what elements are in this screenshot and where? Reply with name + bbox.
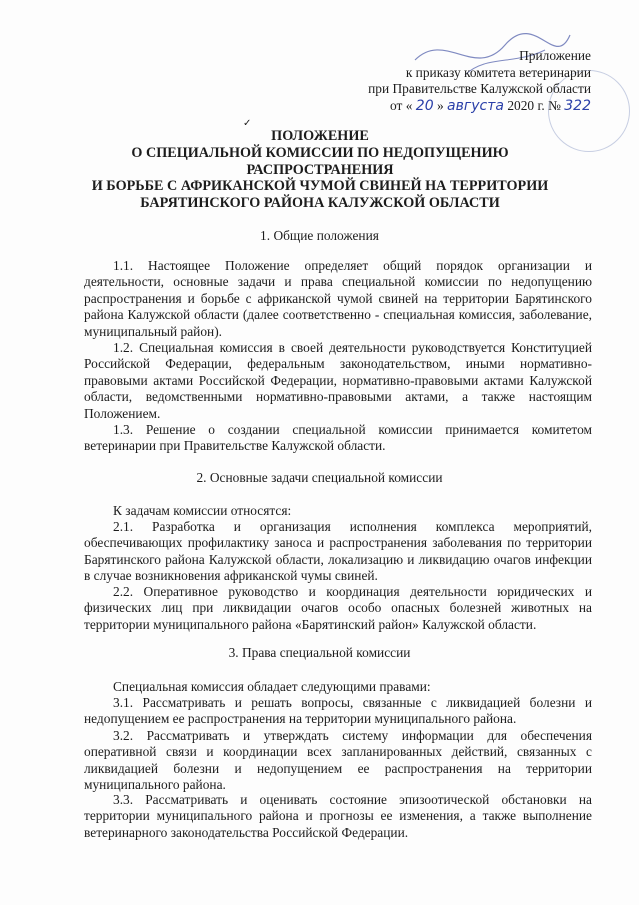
title-line-2: О СПЕЦИАЛЬНОЙ КОМИССИИ ПО НЕДОПУЩЕНИЮ: [131, 144, 509, 161]
paragraph-1-1: 1.1. Настоящее Положение определяет общий порядок организации и деятельности, основные задачи и права специальной комиссии по недопущению распространения и борьбе с африканской чумой свиней на территории Барятинского района Калужской области (далее соответственно - специальная комиссия, заболевание, муниципальный район).: [84, 258, 592, 339]
paragraph-2-2: 2.2. Оперативное руководство и координация деятельности юридических и физических лиц при ликвидации очагов особо опасных болезней животных на территории муниципального района «Барятинский район» Калужской области.: [84, 584, 592, 632]
paragraph-3-intro: Специальная комиссия обладает следующими правами:: [113, 679, 431, 694]
title-line-5: БАРЯТИНСКОГО РАЙОНА КАЛУЖСКОЙ ОБЛАСТИ: [140, 195, 500, 212]
section-heading-1: 1. Общие положения: [260, 228, 379, 243]
paragraph-3-2: 3.2. Рассматривать и утверждать систему информации для обеспечения оперативной связи и координации всех запланированных действий, связанных с ликвидацией болезни и недопущением ее распространения на территории муниципального района.: [84, 728, 592, 793]
stray-mark: ✓: [243, 118, 252, 129]
header-line-2: к приказу комитета ветеринарии: [405, 64, 591, 80]
section-heading-3: 3. Права специальной комиссии: [228, 645, 411, 660]
date-mid: »: [436, 97, 444, 113]
title-line-3: РАСПРОСТРАНЕНИЯ: [246, 161, 394, 178]
paragraph-1-2: 1.2. Специальная комиссия в своей деятельности руководствуется Конституцией Российской Федерации, федеральным законодательством, иными нормативно-правовыми актами Российской Федерации, нормативно-правовыми актами Калужской области, ведомственными нормативно-правовыми актами, а также настоящим Положением.: [84, 340, 592, 421]
title-line-4: И БОРЬБЕ С АФРИКАНСКОЙ ЧУМОЙ СВИНЕЙ НА ТЕРРИТОРИИ: [91, 178, 549, 195]
paragraph-1-3: 1.3. Решение о создании специальной комиссии принимается комитетом ветеринарии при Правительстве Калужской области.: [84, 422, 592, 454]
header-date-line: [261, 98, 591, 115]
header-line-1: Приложение: [519, 48, 591, 63]
date-month: августа: [447, 97, 504, 114]
paragraph-2-intro: К задачам комиссии относятся:: [113, 503, 292, 518]
document-title: [60, 128, 580, 212]
appendix-header: [261, 48, 591, 114]
header-line-3: при Правительстве Калужской области: [368, 81, 591, 96]
date-day: 20: [415, 97, 434, 114]
paragraph-3-3: 3.3. Рассматривать и оценивать состояние эпизоотической обстановки на территории муниципального района и прогнозы ее изменения, а также выполнение ветеринарного законодательства Российской Федерации.: [84, 792, 592, 840]
paragraph-3-1: 3.1. Рассматривать и решать вопросы, связанные с ликвидацией болезни и недопущением ее распространения на территории муниципального района.: [84, 695, 592, 727]
title-line-1: ПОЛОЖЕНИЕ: [271, 128, 369, 144]
date-prefix: от «: [390, 97, 413, 113]
paragraph-2-1: 2.1. Разработка и организация исполнения комплекса мероприятий, обеспечивающих профилактику заноса и распространения заболевания по территории Барятинского района Калужской области, локализацию и ликвидацию очагов инфекции в случае возникновения африканской чумы свиней.: [84, 519, 592, 584]
section-heading-2: 2. Основные задачи специальной комиссии: [196, 470, 443, 485]
date-year: 2020 г. №: [507, 97, 561, 113]
order-number: 322: [564, 97, 591, 114]
